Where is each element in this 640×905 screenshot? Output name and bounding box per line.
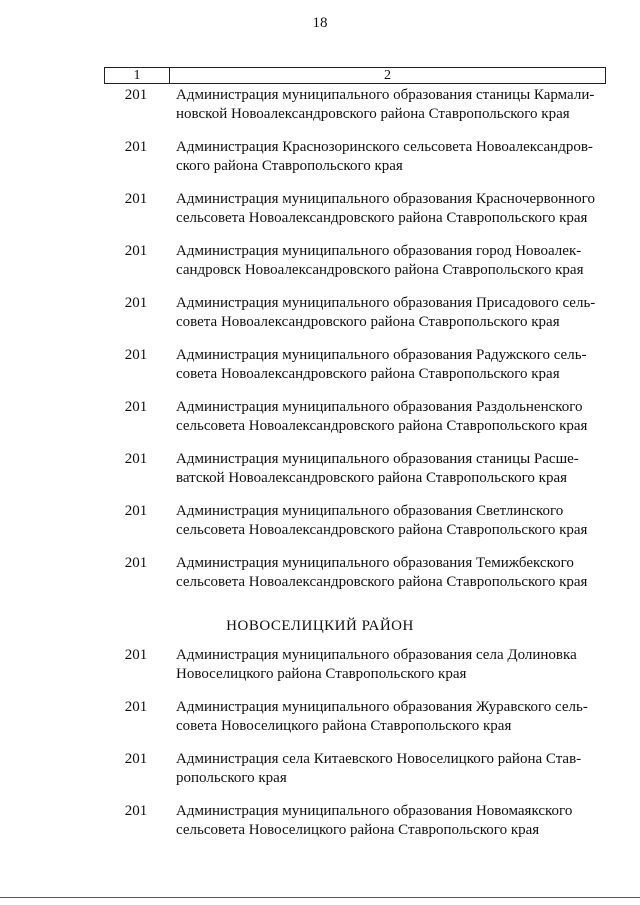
entry-code: 201 xyxy=(124,503,148,519)
entry-text-line2: Новоселицкого района Ставропольского края xyxy=(176,666,467,682)
entry-code: 201 xyxy=(124,347,148,363)
entry-text-line1: Администрация Краснозоринского сельсовета Новоалександров- xyxy=(176,139,593,155)
entry-code: 201 xyxy=(124,803,148,819)
page-number: 18 xyxy=(312,15,328,31)
entry-text-line1: Администрация муниципального образования Темижбекского xyxy=(176,555,574,571)
entry-text xyxy=(176,750,602,788)
entry-text xyxy=(176,502,602,540)
list-item xyxy=(0,242,640,294)
entry-code: 201 xyxy=(124,451,148,467)
entry-text-line2: сельсовета Новоалександровского района Ставропольского края xyxy=(176,522,588,538)
list-item xyxy=(0,802,640,854)
section-title: НОВОСЕЛИЦКИЙ РАЙОН xyxy=(226,618,414,634)
footer-rule xyxy=(0,897,640,898)
table-header-col1: 1 xyxy=(105,68,170,83)
entry-text xyxy=(176,802,602,840)
entry-code: 201 xyxy=(124,399,148,415)
entry-code: 201 xyxy=(124,699,148,715)
list-item xyxy=(0,346,640,398)
entry-text xyxy=(176,698,602,736)
entry-code: 201 xyxy=(124,191,148,207)
entry-text-line2: ропольского края xyxy=(176,770,287,786)
entry-code: 201 xyxy=(124,139,148,155)
entry-text xyxy=(176,450,602,488)
list-item xyxy=(0,646,640,698)
table-header-col2: 2 xyxy=(384,68,391,83)
entry-text-line2: сельсовета Новоалександровского района Ставропольского края xyxy=(176,418,588,434)
entry-text xyxy=(176,190,602,228)
entry-text-line1: Администрация села Китаевского Новоселицкого района Став- xyxy=(176,751,582,767)
entry-text-line1: Администрация муниципального образования Присадового сель- xyxy=(176,295,596,311)
entries-group-novoselitsky xyxy=(0,646,640,854)
list-item xyxy=(0,502,640,554)
entry-code: 201 xyxy=(124,87,148,103)
entry-text xyxy=(176,646,602,684)
entry-text-line1: Администрация муниципального образования Новомаякского xyxy=(176,803,573,819)
entry-text-line2: совета Новоалександровского района Ставропольского края xyxy=(176,314,560,330)
entry-code: 201 xyxy=(124,295,148,311)
list-item xyxy=(0,698,640,750)
entry-text xyxy=(176,242,602,280)
entry-text-line1: Администрация муниципального образования станицы Расше- xyxy=(176,451,579,467)
entry-text-line2: совета Новоселицкого района Ставропольского края xyxy=(176,718,512,734)
entry-text-line2: сельсовета Новоалександровского района Ставропольского края xyxy=(176,574,588,590)
entry-text-line2: ского района Ставропольского края xyxy=(176,158,403,174)
entry-text-line2: сельсовета Новоселицкого района Ставропольского края xyxy=(176,822,540,838)
list-item xyxy=(0,190,640,242)
entry-text-line1: Администрация муниципального образования город Новоалек- xyxy=(176,243,582,259)
list-item xyxy=(0,294,640,346)
entry-text-line1: Администрация муниципального образования Светлинского xyxy=(176,503,564,519)
entry-text-line1: Администрация муниципального образования Красночервонного xyxy=(176,191,595,207)
entry-text xyxy=(176,554,602,592)
entry-text-line2: новской Новоалександровского района Ставропольского края xyxy=(176,106,570,122)
list-item xyxy=(0,398,640,450)
entry-text-line2: совета Новоалександровского района Ставропольского края xyxy=(176,366,560,382)
entries-group-novoaleksandrovsky xyxy=(0,86,640,606)
entry-text-line2: сандровск Новоалександровского района Ставропольского края xyxy=(176,262,584,278)
entry-text xyxy=(176,398,602,436)
entry-text xyxy=(176,346,602,384)
entry-code: 201 xyxy=(124,555,148,571)
list-item xyxy=(0,450,640,502)
entry-code: 201 xyxy=(124,243,148,259)
list-item xyxy=(0,750,640,802)
entry-text-line1: Администрация муниципального образования села Долиновка xyxy=(176,647,577,663)
entry-text-line1: Администрация муниципального образования Раздольненского xyxy=(176,399,583,415)
entry-text-line2: ватской Новоалександровского района Ставропольского края xyxy=(176,470,567,486)
entry-code: 201 xyxy=(124,751,148,767)
entry-text-line1: Администрация муниципального образования Журавского сель- xyxy=(176,699,588,715)
entry-text xyxy=(176,138,602,176)
entry-text-line1: Администрация муниципального образования станицы Кармали- xyxy=(176,87,595,103)
table-header xyxy=(104,67,606,84)
list-item xyxy=(0,138,640,190)
list-item xyxy=(0,86,640,138)
entry-text-line1: Администрация муниципального образования Радужского сель- xyxy=(176,347,587,363)
entry-text-line2: сельсовета Новоалександровского района Ставропольского края xyxy=(176,210,588,226)
list-item xyxy=(0,554,640,606)
entry-text xyxy=(176,294,602,332)
entry-code: 201 xyxy=(124,647,148,663)
entries-list xyxy=(0,86,640,854)
entry-text xyxy=(176,86,602,124)
